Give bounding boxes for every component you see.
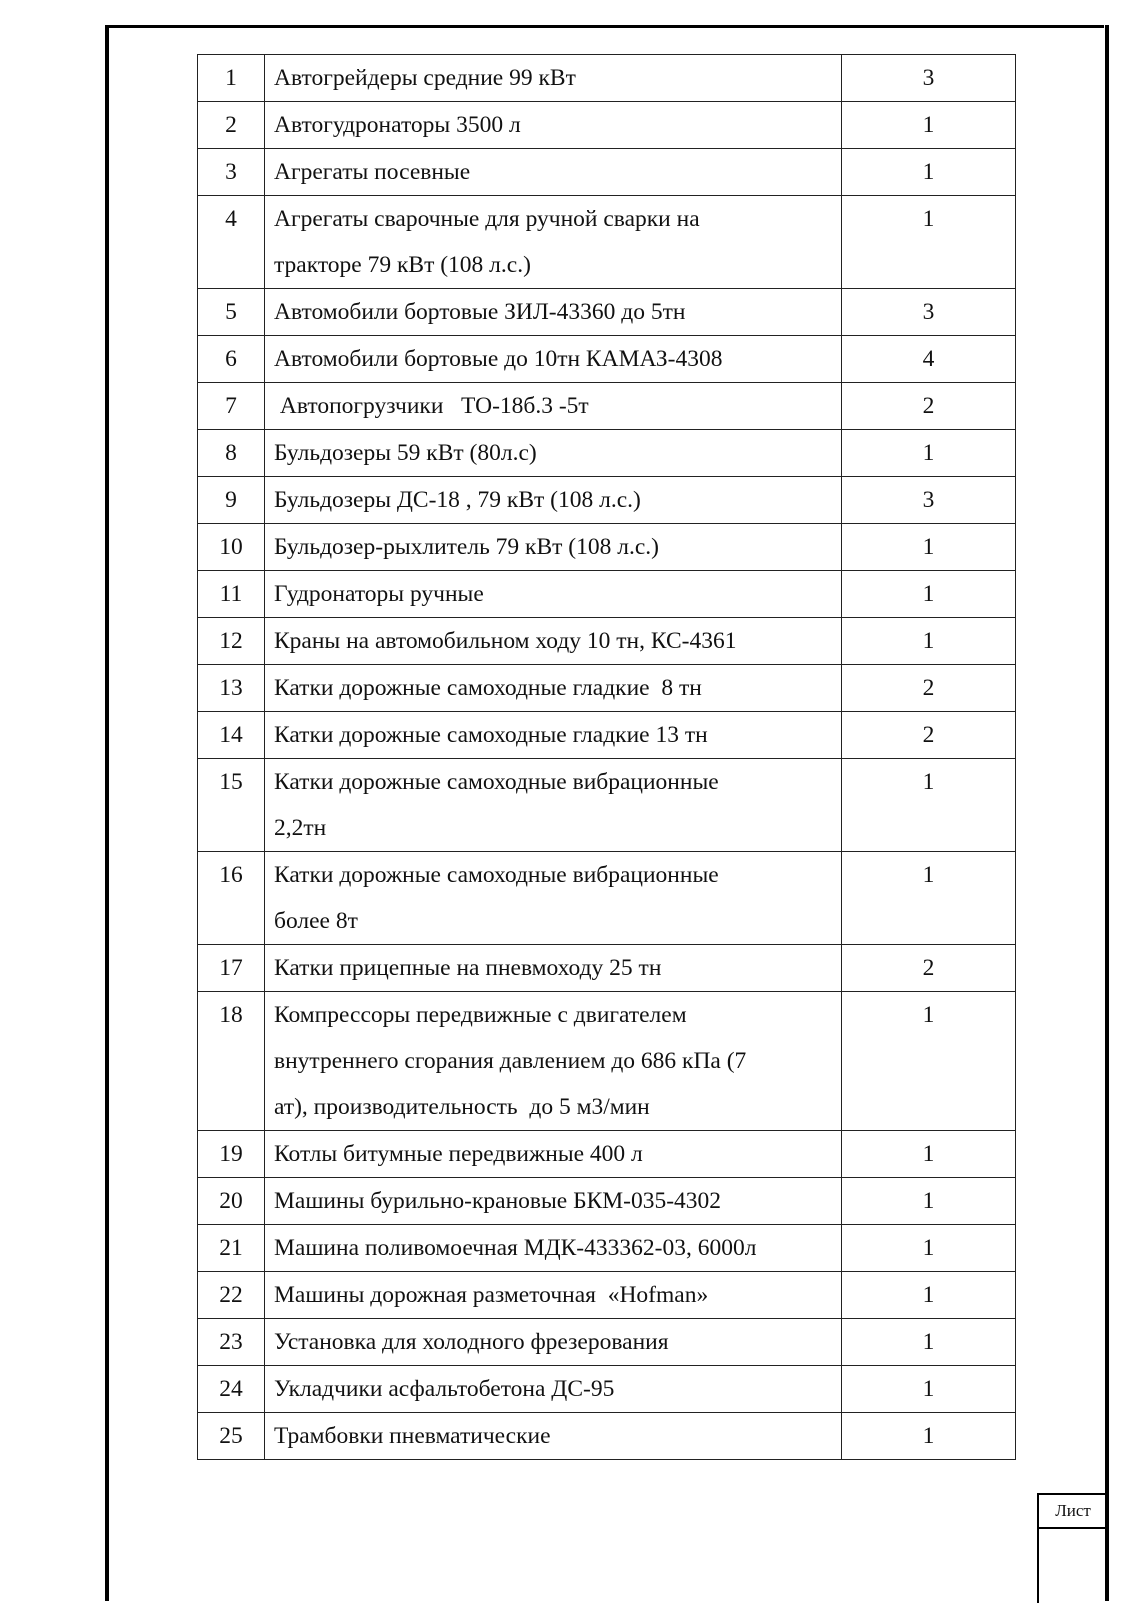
table-row: [198, 477, 1016, 524]
row-number: 4: [198, 196, 265, 289]
equipment-quantity: 1: [842, 1178, 1016, 1225]
table-row: [198, 149, 1016, 196]
row-number: 1: [198, 55, 265, 102]
equipment-name: Бульдозеры ДС-18 , 79 кВт (108 л.с.): [265, 477, 842, 524]
row-number: 5: [198, 289, 265, 336]
equipment-name: Катки дорожные самоходные вибрационные 2,2тн: [265, 759, 842, 852]
equipment-name: Краны на автомобильном ходу 10 тн, КС-4361: [265, 618, 842, 665]
equipment-quantity: 2: [842, 945, 1016, 992]
row-number: 24: [198, 1366, 265, 1413]
row-number: 8: [198, 430, 265, 477]
equipment-name: Автомобили бортовые до 10тн КАМАЗ-4308: [265, 336, 842, 383]
equipment-table: [197, 54, 1016, 1460]
table-row: [198, 618, 1016, 665]
table-row: [198, 1178, 1016, 1225]
row-number: 9: [198, 477, 265, 524]
table-row: [198, 1131, 1016, 1178]
row-number: 18: [198, 992, 265, 1131]
sheet-stamp: [1037, 1493, 1107, 1603]
row-number: 3: [198, 149, 265, 196]
row-number: 6: [198, 336, 265, 383]
table-row: [198, 571, 1016, 618]
equipment-quantity: 1: [842, 759, 1016, 852]
equipment-name: Автогудронаторы 3500 л: [265, 102, 842, 149]
table-row: [198, 102, 1016, 149]
table-row: [198, 1272, 1016, 1319]
table-row: [198, 524, 1016, 571]
table-row: [198, 289, 1016, 336]
frame-right-border: [1105, 25, 1109, 1601]
equipment-name: Трамбовки пневматические: [265, 1413, 842, 1460]
table-row: [198, 430, 1016, 477]
equipment-name: Котлы битумные передвижные 400 л: [265, 1131, 842, 1178]
row-number: 19: [198, 1131, 265, 1178]
equipment-quantity: 1: [842, 524, 1016, 571]
table-row: [198, 945, 1016, 992]
row-number: 15: [198, 759, 265, 852]
row-number: 17: [198, 945, 265, 992]
row-number: 23: [198, 1319, 265, 1366]
equipment-name: Автопогрузчики ТО-18б.3 -5т: [265, 383, 842, 430]
row-number: 14: [198, 712, 265, 759]
table-row: [198, 1413, 1016, 1460]
equipment-quantity: 3: [842, 477, 1016, 524]
row-number: 10: [198, 524, 265, 571]
equipment-name: Катки дорожные самоходные гладкие 8 тн: [265, 665, 842, 712]
equipment-name: Катки дорожные самоходные вибрационные более 8т: [265, 852, 842, 945]
table-row: [198, 712, 1016, 759]
frame-top-border: [106, 25, 1104, 28]
equipment-quantity: 1: [842, 1366, 1016, 1413]
row-number: 21: [198, 1225, 265, 1272]
equipment-name: Установка для холодного фрезерования: [265, 1319, 842, 1366]
equipment-name: Катки дорожные самоходные гладкие 13 тн: [265, 712, 842, 759]
equipment-name: Машины дорожная разметочная «Hofman»: [265, 1272, 842, 1319]
equipment-quantity: 1: [842, 852, 1016, 945]
equipment-quantity: 1: [842, 571, 1016, 618]
table-row: [198, 196, 1016, 289]
equipment-quantity: 1: [842, 1413, 1016, 1460]
equipment-quantity: 1: [842, 1131, 1016, 1178]
equipment-quantity: 1: [842, 1319, 1016, 1366]
equipment-name: Автогрейдеры средние 99 кВт: [265, 55, 842, 102]
equipment-quantity: 1: [842, 1225, 1016, 1272]
equipment-quantity: 1: [842, 1272, 1016, 1319]
table-row: [198, 383, 1016, 430]
table-row: [198, 665, 1016, 712]
equipment-quantity: 1: [842, 618, 1016, 665]
table-row: [198, 992, 1016, 1131]
table-row: [198, 336, 1016, 383]
equipment-name: Бульдозеры 59 кВт (80л.с): [265, 430, 842, 477]
table-row: [198, 1319, 1016, 1366]
row-number: 25: [198, 1413, 265, 1460]
equipment-quantity: 2: [842, 383, 1016, 430]
equipment-name: Агрегаты сварочные для ручной сварки на тракторе 79 кВт (108 л.с.): [265, 196, 842, 289]
equipment-table-body: [198, 55, 1016, 1460]
row-number: 12: [198, 618, 265, 665]
equipment-name: Компрессоры передвижные с двигателем внутреннего сгорания давлением до 686 кПа (7 ат), производительность до 5 м3/мин: [265, 992, 842, 1131]
table-row: [198, 1225, 1016, 1272]
row-number: 13: [198, 665, 265, 712]
row-number: 11: [198, 571, 265, 618]
equipment-quantity: 1: [842, 196, 1016, 289]
equipment-quantity: 1: [842, 149, 1016, 196]
sheet-label: Лист: [1039, 1495, 1107, 1529]
equipment-quantity: 2: [842, 712, 1016, 759]
equipment-quantity: 2: [842, 665, 1016, 712]
equipment-quantity: 1: [842, 102, 1016, 149]
equipment-name: Гудронаторы ручные: [265, 571, 842, 618]
equipment-quantity: 1: [842, 992, 1016, 1131]
equipment-quantity: 3: [842, 289, 1016, 336]
row-number: 22: [198, 1272, 265, 1319]
equipment-quantity: 1: [842, 430, 1016, 477]
table-row: [198, 1366, 1016, 1413]
equipment-name: Агрегаты посевные: [265, 149, 842, 196]
equipment-name: Укладчики асфальтобетона ДС-95: [265, 1366, 842, 1413]
row-number: 7: [198, 383, 265, 430]
table-row: [198, 55, 1016, 102]
equipment-quantity: 4: [842, 336, 1016, 383]
equipment-name: Машина поливомоечная МДК-433362-03, 6000л: [265, 1225, 842, 1272]
table-row: [198, 759, 1016, 852]
equipment-name: Машины бурильно-крановые БКМ-035-4302: [265, 1178, 842, 1225]
frame-left-border: [105, 25, 109, 1601]
equipment-quantity: 3: [842, 55, 1016, 102]
row-number: 2: [198, 102, 265, 149]
equipment-name: Бульдозер-рыхлитель 79 кВт (108 л.с.): [265, 524, 842, 571]
row-number: 20: [198, 1178, 265, 1225]
table-row: [198, 852, 1016, 945]
row-number: 16: [198, 852, 265, 945]
equipment-name: Катки прицепные на пневмоходу 25 тн: [265, 945, 842, 992]
equipment-name: Автомобили бортовые ЗИЛ-43360 до 5тн: [265, 289, 842, 336]
